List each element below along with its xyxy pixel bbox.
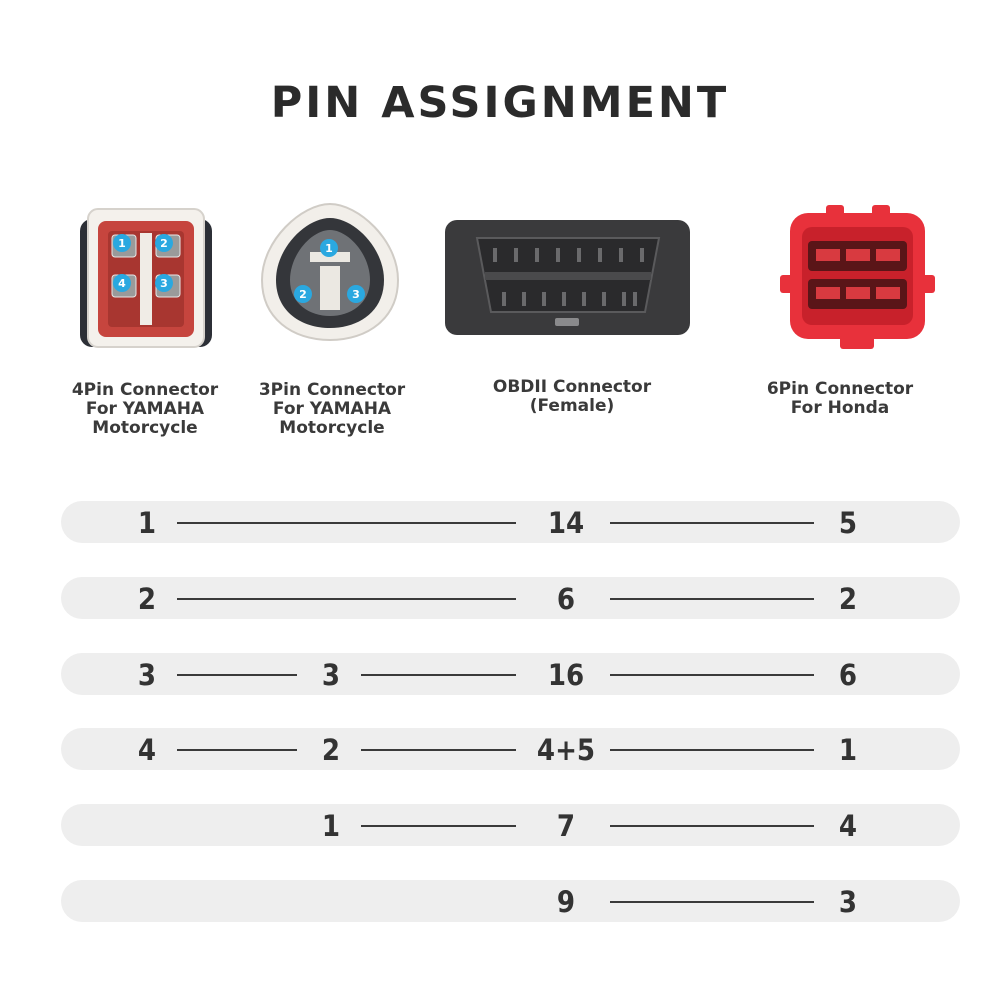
pin-badge-label: 2: [299, 288, 307, 301]
yamaha-4pin-label: 4Pin Connector For YAMAHA Motorcycle: [71, 380, 219, 438]
pin-number-c3: 3: [321, 658, 341, 692]
pin-row: [61, 501, 960, 543]
wire-line: [610, 901, 814, 903]
yamaha-3pin-connector-image: [258, 200, 403, 345]
pin-badge-label: 1: [118, 237, 126, 250]
wire-line: [361, 825, 516, 827]
pin-number-c3: 1: [321, 809, 341, 843]
yamaha-3pin-label: 3Pin Connector For YAMAHA Motorcycle: [258, 380, 406, 438]
wire-line: [610, 749, 814, 751]
honda-6pin-label: 6Pin Connector For Honda: [766, 379, 914, 418]
wire-line: [610, 674, 814, 676]
pin-number-obd: 6: [556, 582, 576, 616]
pin-badge-label: 3: [160, 277, 168, 290]
pin-row: [61, 728, 960, 770]
pin-number-c6: 1: [838, 733, 858, 767]
pin-number-c4: 1: [137, 506, 157, 540]
wire-line: [361, 749, 516, 751]
pin-row: [61, 804, 960, 846]
pin-number-obd: 4+5: [536, 733, 596, 767]
pin-number-c6: 2: [838, 582, 858, 616]
pin-number-c6: 4: [838, 809, 858, 843]
pin-number-obd: 7: [556, 809, 576, 843]
pin-badge-label: 2: [160, 237, 168, 250]
pin-number-c6: 5: [838, 506, 858, 540]
wire-line: [177, 749, 297, 751]
wire-line: [361, 674, 516, 676]
pin-badge-label: 3: [352, 288, 360, 301]
pin-number-obd: 16: [547, 658, 585, 692]
yamaha-4pin-connector-image: [78, 205, 214, 350]
pin-row: [61, 880, 960, 922]
pin-number-obd: 14: [547, 506, 585, 540]
wire-line: [610, 522, 814, 524]
page-title: PIN ASSIGNMENT: [270, 78, 730, 128]
pin-row: [61, 577, 960, 619]
pin-number-c4: 4: [137, 733, 157, 767]
pin-row: [61, 653, 960, 695]
pin-number-c6: 3: [838, 885, 858, 919]
pin-number-c6: 6: [838, 658, 858, 692]
obd2-connector-image: [445, 220, 690, 335]
pin-badge-label: 4: [118, 277, 126, 290]
pin-number-c3: 2: [321, 733, 341, 767]
pin-number-c4: 3: [137, 658, 157, 692]
wire-line: [177, 598, 516, 600]
wire-line: [610, 825, 814, 827]
wire-line: [177, 522, 516, 524]
pin-number-obd: 9: [556, 885, 576, 919]
pin-number-c4: 2: [137, 582, 157, 616]
wire-line: [177, 674, 297, 676]
honda-6pin-connector-image: [780, 205, 935, 350]
wire-line: [610, 598, 814, 600]
obd2-label: OBDII Connector (Female): [492, 377, 652, 416]
pin-badge-label: 1: [325, 242, 333, 255]
